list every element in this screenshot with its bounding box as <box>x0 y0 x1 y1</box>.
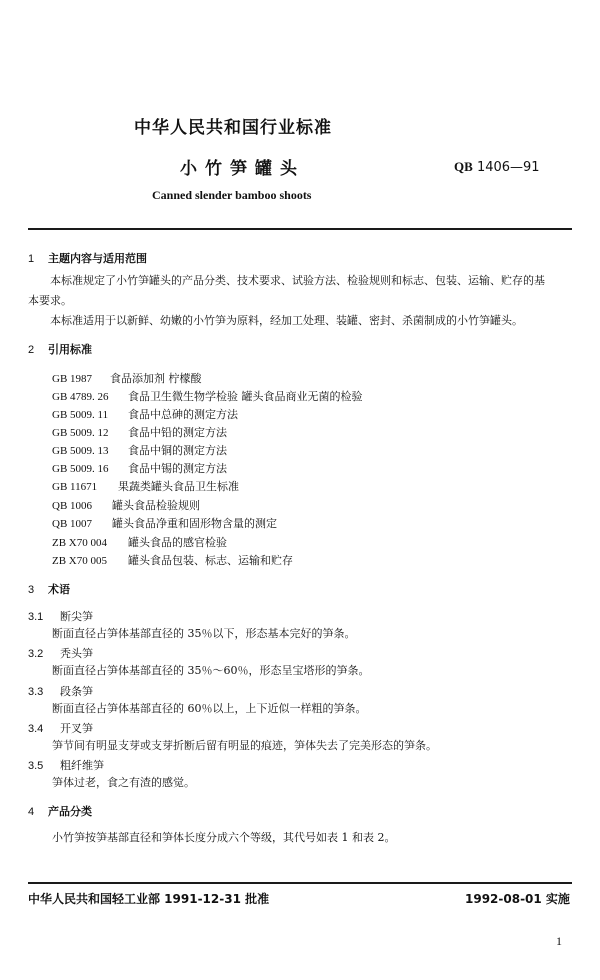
section-title: 术语 <box>48 583 70 596</box>
reference-item: GB 5009. 13 食品中铜的测定方法 <box>52 444 227 457</box>
term-heading: 3.5 粗纤维笋 <box>28 759 104 772</box>
reference-item: GB 5009. 16 食品中锡的测定方法 <box>52 462 227 475</box>
term-heading: 3.4 开叉笋 <box>28 722 93 735</box>
issuing-body-title: 中华人民共和国行业标准 <box>134 118 332 138</box>
term-heading: 3.2 秃头笋 <box>28 647 93 660</box>
section-1-paragraph-1-line-1: 本标准规定了小竹笋罐头的产品分类、技术要求、试验方法、检验规则和标志、包装、运输、贮存的基 <box>50 274 545 287</box>
reference-item: GB 11671 果蔬类罐头食品卫生标准 <box>52 480 239 493</box>
term-heading: 3.1 断尖笋 <box>28 610 93 623</box>
reference-item: ZB X70 005 罐头食品包装、标志、运输和贮存 <box>52 554 293 567</box>
term-heading: 3.3 段条笋 <box>28 685 93 698</box>
section-4-paragraph: 小竹笋按笋基部直径和笋体长度分成六个等级，其代号如表 1 和表 2。 <box>52 831 396 844</box>
standard-code-prefix: QB <box>454 159 473 174</box>
english-title: Canned slender bamboo shoots <box>152 188 312 202</box>
reference-item: GB 5009. 12 食品中铅的测定方法 <box>52 426 227 439</box>
page-number: 1 <box>556 934 562 948</box>
section-title: 产品分类 <box>48 805 92 818</box>
term-definition: 断面直径占笋体基部直径的 60％以上，上下近似一样粗的笋条。 <box>52 702 367 715</box>
effective-date: 1992-08-01 实施 <box>465 892 570 906</box>
header-divider <box>28 228 572 230</box>
standard-code <box>454 159 540 175</box>
section-title: 引用标准 <box>48 343 92 356</box>
reference-item: GB 1987 食品添加剂 柠檬酸 <box>52 372 202 385</box>
term-definition: 断面直径占笋体基部直径的 35％以下，形态基本完好的笋条。 <box>52 627 356 640</box>
section-heading-1: 1 主题内容与适用范围 <box>28 252 147 265</box>
section-1-paragraph-2: 本标准适用于以新鲜、幼嫩的小竹笋为原料，经加工处理、装罐、密封、杀菌制成的小竹笋罐头。 <box>50 314 523 327</box>
approval-statement: 中华人民共和国轻工业部 1991-12-31 批准 <box>28 892 270 906</box>
reference-item: QB 1006 罐头食品检验规则 <box>52 499 200 512</box>
term-definition: 笋体过老，食之有渣的感觉。 <box>52 776 195 789</box>
section-title: 主题内容与适用范围 <box>48 252 147 265</box>
term-definition: 断面直径占笋体基部直径的 35％～60％，形态呈宝塔形的笋条。 <box>52 664 370 677</box>
footer-divider <box>28 882 572 884</box>
section-1-paragraph-1-line-2: 本要求。 <box>28 294 72 307</box>
term-definition: 笋节间有明显支芽或支芽折断后留有明显的痕迹，笋体失去了完美形态的笋条。 <box>52 739 437 752</box>
reference-item: GB 5009. 11 食品中总砷的测定方法 <box>52 408 238 421</box>
section-heading-2: 2 引用标准 <box>28 343 92 356</box>
reference-item: GB 4789. 26 食品卫生微生物学检验 罐头食品商业无菌的检验 <box>52 390 363 403</box>
section-heading-3: 3 术语 <box>28 583 70 596</box>
document-title: 小竹笋罐头 <box>180 159 305 179</box>
section-heading-4: 4 产品分类 <box>28 805 92 818</box>
reference-item: QB 1007 罐头食品净重和固形物含量的测定 <box>52 517 277 530</box>
standard-code-number: 1406—91 <box>476 160 540 175</box>
reference-item: ZB X70 004 罐头食品的感官检验 <box>52 536 227 549</box>
